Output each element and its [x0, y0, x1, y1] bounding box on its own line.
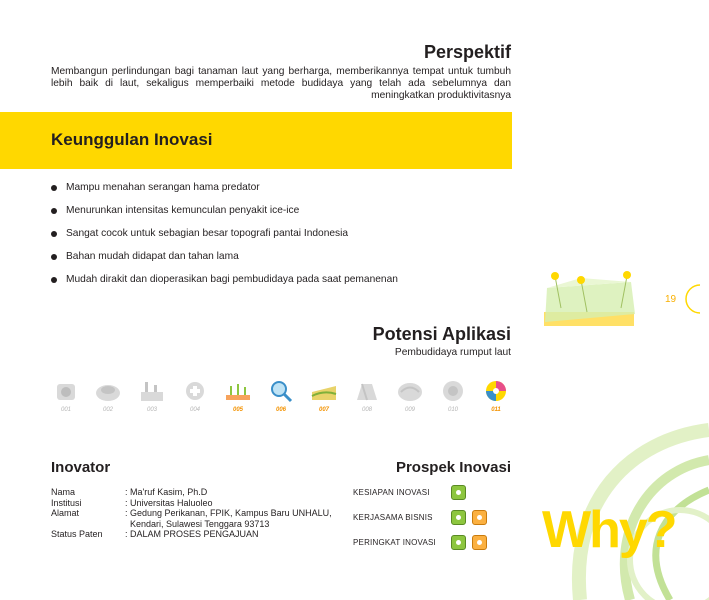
inventor-title: Inovator — [51, 459, 111, 476]
address-value-cont: Kendari, Sulawesi Tenggara 93713 — [125, 518, 270, 529]
institution-label: Institusi — [51, 497, 82, 508]
address-label: Alamat — [51, 508, 80, 518]
materials-icon: 008 — [350, 378, 384, 418]
list-item: Mampu menahan serangan hama predator — [51, 182, 398, 205]
perspective-title: Perspektif — [423, 42, 511, 62]
list-item: Bahan mudah didapat dan tahan lama — [51, 251, 398, 274]
readiness-icon — [451, 485, 466, 500]
machinery-icon: 001 — [49, 378, 83, 418]
application-text: Pembudidaya rumput laut — [394, 347, 511, 358]
name-value: : Ma'ruf Kasim, Ph.D — [125, 487, 208, 497]
medical-icon: 004 — [178, 378, 212, 418]
rating-icon-2 — [472, 535, 487, 550]
patent-value: : DALAM PROSES PENGAJUAN — [125, 529, 259, 539]
agriculture-icon: 005 — [221, 378, 255, 418]
energy-icon: 010 — [436, 378, 470, 418]
factory-icon: 003 — [135, 378, 169, 418]
food-icon: 002 — [91, 378, 125, 418]
list-item: Mudah dirakit dan dioperasikan bagi pembudidaya pada saat pemanenan — [51, 274, 398, 297]
technology-icon: 011 — [479, 378, 513, 418]
research-icon: 006 — [264, 378, 298, 418]
partnership-label: KERJASAMA BISNIS — [353, 513, 433, 522]
perspective-text: Membangun perlindungan bagi tanaman laut yang berharga, memberikannya tempat untuk tumbuh lebih baik di laut, sekaligus memperbaiki metode budidaya yang telah ada sebelumnya dan meningkatkan produktivitasnya — [51, 66, 511, 101]
advantages-list — [51, 182, 398, 297]
why-heading: Why? — [542, 501, 676, 559]
application-title: Potensi Aplikasi — [372, 324, 511, 344]
name-label: Nama — [51, 487, 76, 497]
fishery-icon: 007 — [307, 378, 341, 418]
rating-icon-1 — [451, 535, 466, 550]
address-value: : Gedung Perikanan, FPIK, Kampus Baru UNHALU, — [125, 508, 332, 518]
page-number: 19 — [665, 294, 677, 305]
list-item: Menurunkan intensitas kemunculan penyakit ice-ice — [51, 205, 398, 228]
advantages-title: Keunggulan Inovasi — [51, 130, 213, 149]
patent-label: Status Paten — [51, 529, 103, 539]
partnership-icon-1 — [451, 510, 466, 525]
partnership-icon-2 — [472, 510, 487, 525]
institution-value: : Universitas Haluoleo — [125, 497, 213, 508]
rating-label: PERINGKAT INOVASI — [353, 538, 436, 547]
environment-icon: 009 — [393, 378, 427, 418]
prospects-title: Prospek Inovasi — [395, 459, 511, 476]
floating-cage-illustration — [541, 268, 641, 330]
readiness-label: KESIAPAN INOVASI — [353, 488, 430, 497]
application-icons — [49, 378, 519, 418]
list-item: Sangat cocok untuk sebagian besar topografi pantai Indonesia — [51, 228, 398, 251]
inventor-details — [51, 487, 335, 540]
